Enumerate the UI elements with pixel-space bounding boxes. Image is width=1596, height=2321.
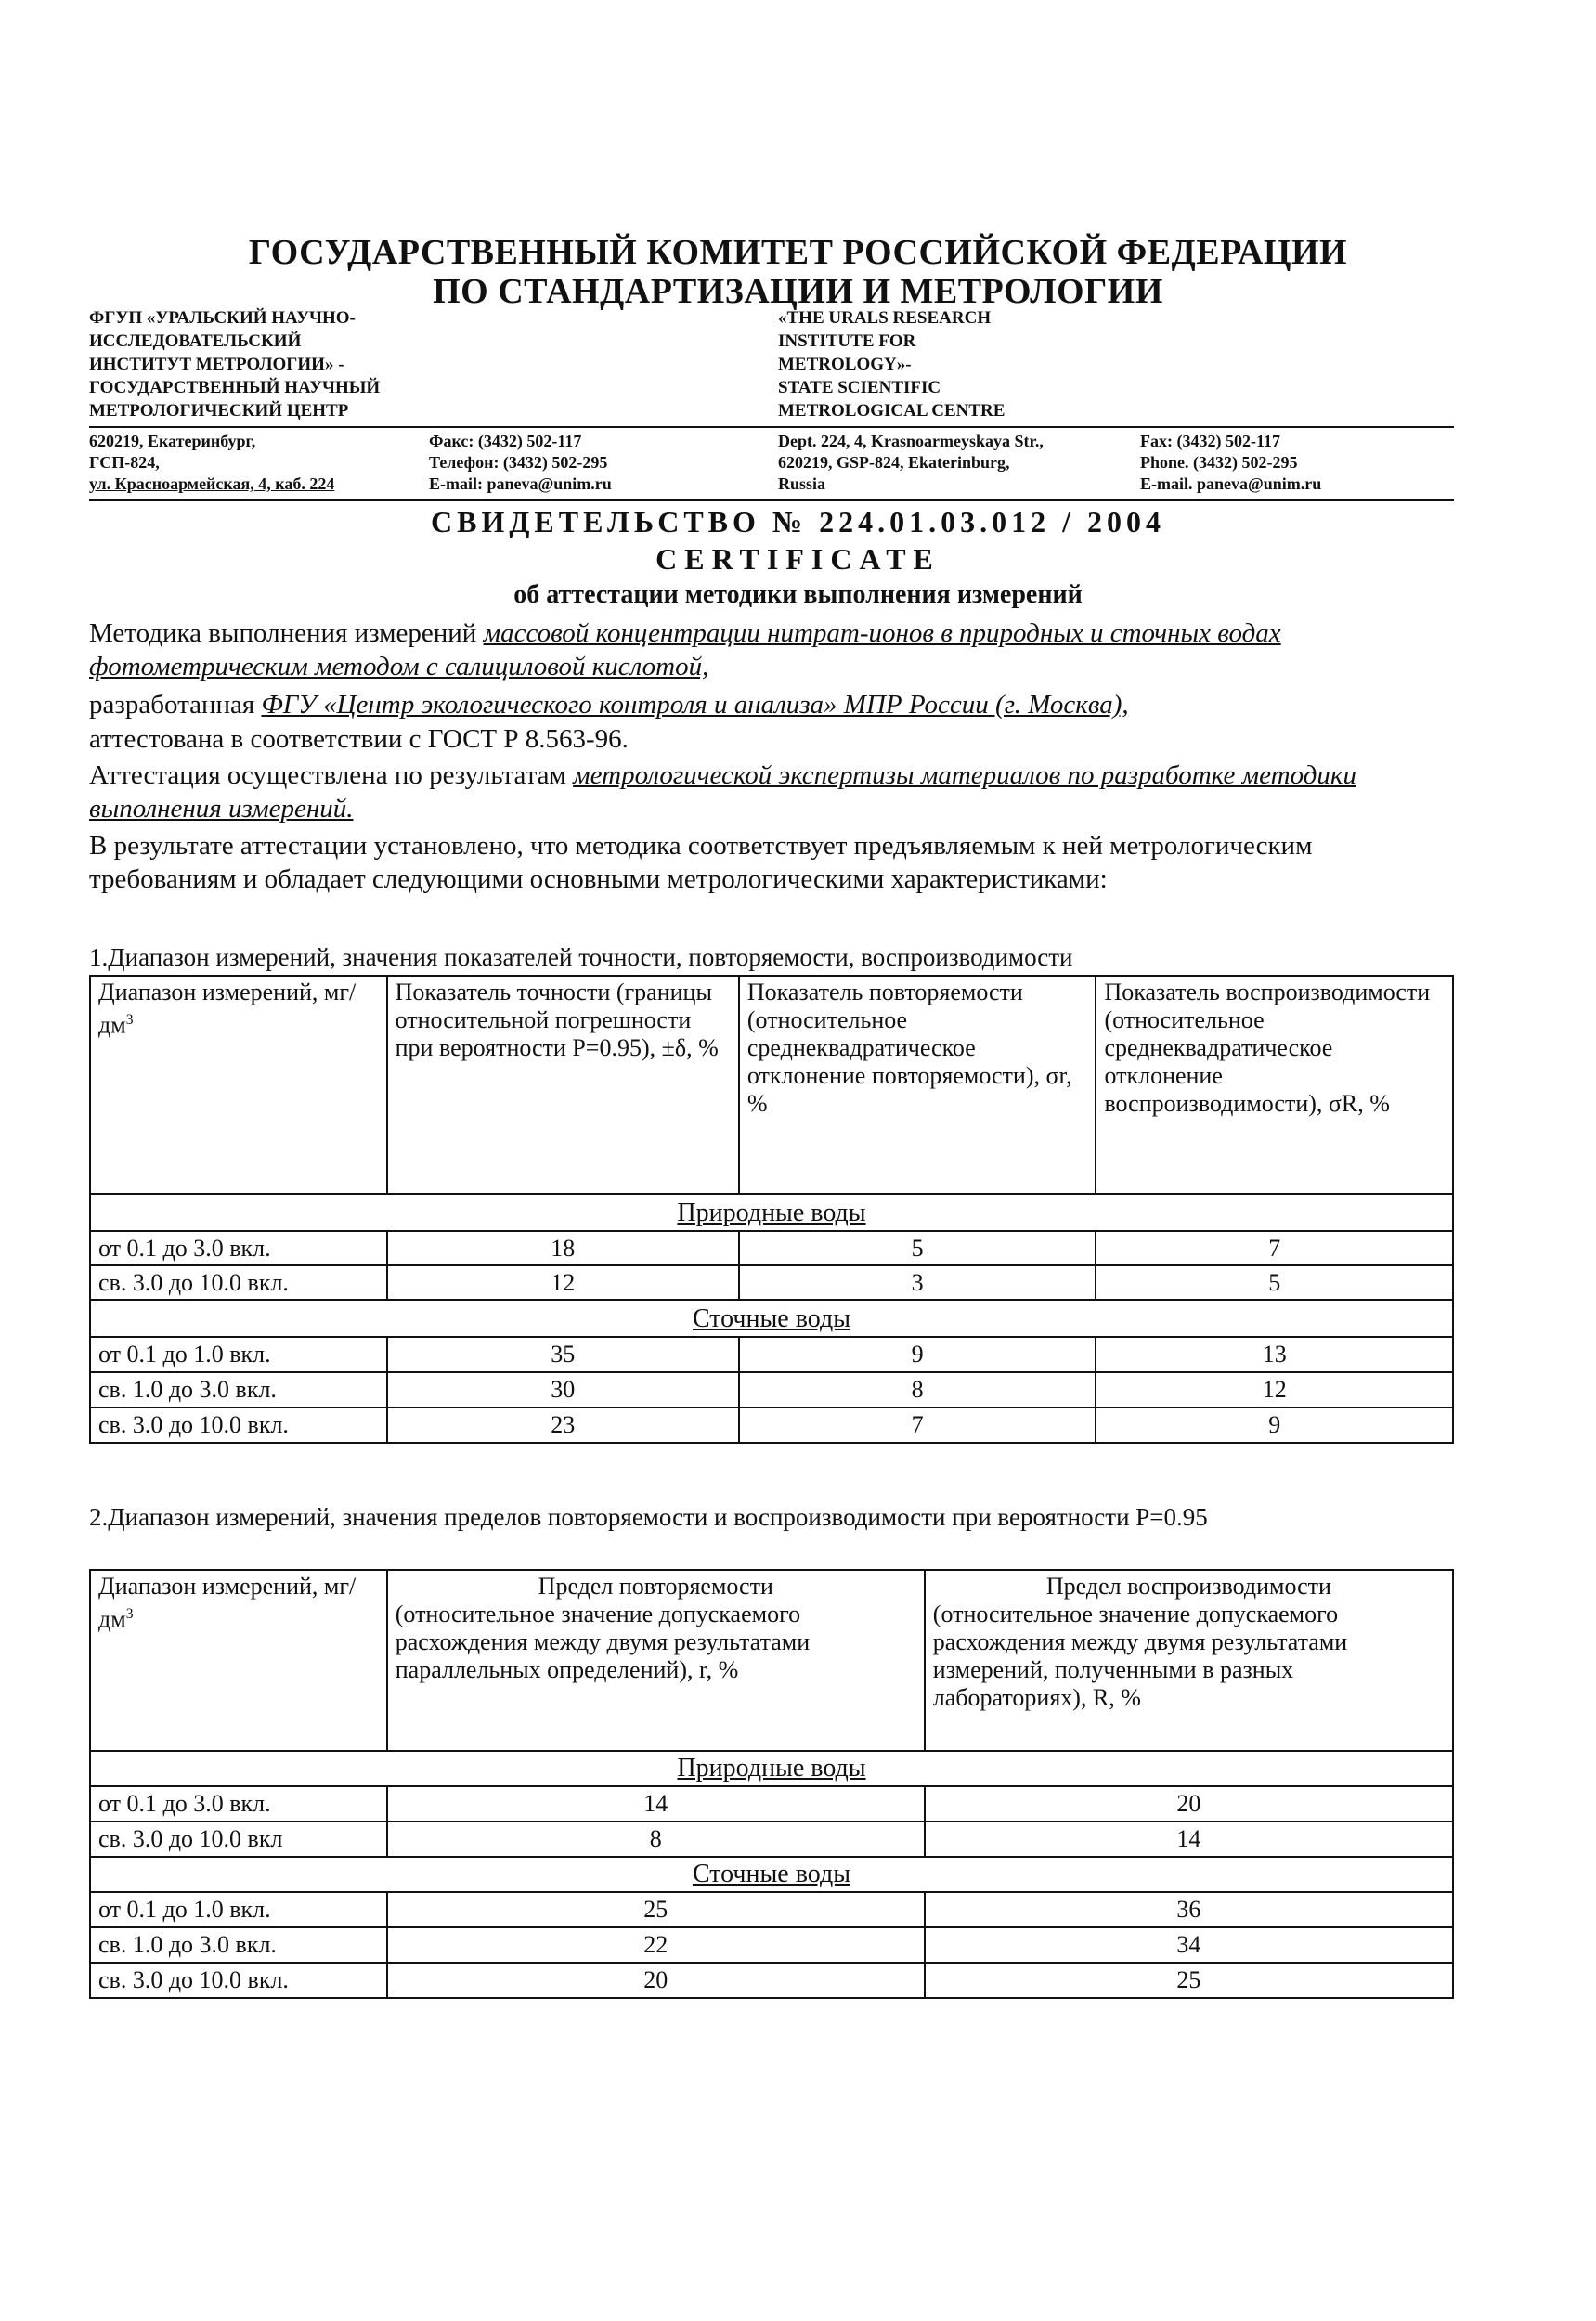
value-cell: 14 [387, 1786, 925, 1822]
group-natural-waters: Природные воды [90, 1751, 1453, 1786]
org-ru-line: ФГУП «УРАЛЬСКИЙ НАУЧНО- [89, 308, 356, 328]
contact-line: Fax: (3432) 502-117 [1140, 432, 1280, 450]
table-row [90, 1407, 1453, 1443]
table-header-row [90, 976, 1453, 1194]
contact-line: 620219, Екатеринбург, [89, 432, 256, 450]
header-repeatability-limit [387, 1570, 925, 1751]
org-en-line: METROLOGY»- [778, 355, 912, 374]
accuracy-table [89, 975, 1454, 1444]
group-waste-waters: Сточные воды [90, 1300, 1453, 1337]
contacts-address-ru [89, 431, 396, 495]
contact-line: ГСП-824, [89, 453, 160, 472]
org-en-line: «THE URALS RESEARCH [778, 308, 992, 328]
committee-subtitle: ПО СТАНДАРТИЗАЦИИ И МЕТРОЛОГИИ [433, 272, 1163, 311]
value-cell: 12 [1096, 1372, 1453, 1407]
value-cell: 8 [739, 1372, 1096, 1407]
table-row [90, 1927, 1453, 1963]
value-cell: 25 [387, 1892, 925, 1927]
value-cell: 22 [387, 1927, 925, 1963]
group-natural-waters: Природные воды [90, 1194, 1453, 1231]
range-cell: св. 3.0 до 10.0 вкл. [90, 1265, 387, 1300]
value-cell: 20 [925, 1786, 1453, 1822]
header-accuracy: Показатель точности (границы относительной погрешности при вероятности Р=0.95), ±δ, % [387, 976, 739, 1194]
group-row [90, 1194, 1453, 1231]
org-name-ru [89, 306, 498, 422]
reproducibility-limit-desc: (относительное значение допускаемого расхождения между двумя результатами измерений, полученными в разных лабораториях), R, % [932, 1601, 1348, 1711]
value-cell: 3 [739, 1265, 1096, 1300]
contact-line: Russia [778, 474, 826, 493]
table-row [90, 1231, 1453, 1265]
contact-line: Телефон: (3432) 502-295 [429, 453, 608, 472]
range-cell: св. 3.0 до 10.0 вкл [90, 1822, 387, 1857]
org-ru-line: ИССЛЕДОВАТЕЛЬСКИЙ [89, 331, 302, 351]
contact-line: E-mail. paneva@unim.ru [1140, 474, 1322, 493]
header-range: Диапазон измерений, $мг/дм^3$ [90, 1570, 387, 1751]
contacts-address-en [778, 431, 1149, 495]
reproducibility-limit-title: Предел воспроизводимости [1045, 1573, 1331, 1600]
basis-label: Аттестация осуществлена по результатам [89, 760, 574, 790]
value-cell: 9 [739, 1337, 1096, 1372]
table-header-row [90, 1570, 1453, 1751]
group-row [90, 1300, 1453, 1337]
repeatability-limit-desc: (относительное значение допускаемого расхождения между двумя результатами параллельных определений), r, % [395, 1601, 811, 1683]
org-ru-line: МЕТРОЛОГИЧЕСКИЙ ЦЕНТР [89, 401, 349, 421]
basis-text: метрологической экспертизы материалов по разработке методики выполнения измерений. [89, 760, 1356, 823]
value-cell: 34 [925, 1927, 1453, 1963]
range-cell: от 0.1 до 3.0 вкл. [90, 1231, 387, 1265]
table-row [90, 1963, 1453, 1998]
range-cell: св. 3.0 до 10.0 вкл. [90, 1407, 387, 1443]
header-reproducibility-limit [925, 1570, 1453, 1751]
range-cell: св. 1.0 до 3.0 вкл. [90, 1927, 387, 1963]
table-row [90, 1822, 1453, 1857]
value-cell: 8 [387, 1822, 925, 1857]
group-row [90, 1751, 1453, 1786]
basis-paragraph [89, 759, 1445, 825]
certificate-subtitle: об аттестации методики выполнения измерений [513, 580, 1083, 609]
contact-line: E-mail: paneva@unim.ru [429, 474, 612, 493]
table-row [90, 1892, 1453, 1927]
header-repeatability: Показатель повторяемости (относительное среднеквадратическое отклонение повторяемости), σr, % [739, 976, 1096, 1194]
table-row [90, 1265, 1453, 1300]
table-row [90, 1337, 1453, 1372]
value-cell: 23 [387, 1407, 739, 1443]
org-en-line: STATE SCIENTIFIC [778, 378, 941, 397]
value-cell: 9 [1096, 1407, 1453, 1443]
range-cell: св. 3.0 до 10.0 вкл. [90, 1963, 387, 1998]
value-cell: 18 [387, 1231, 739, 1265]
value-cell: 12 [387, 1265, 739, 1300]
group-row [90, 1857, 1453, 1892]
value-cell: 7 [739, 1407, 1096, 1443]
value-cell: 25 [925, 1963, 1453, 1998]
value-cell: 14 [925, 1822, 1453, 1857]
contacts-phone-en [1140, 431, 1447, 495]
result-paragraph: В результате аттестации установлено, что методика соответствует предъявляемым к ней метрологическим требованиям и обладает следующими основными метрологическими характеристиками: [89, 831, 1313, 894]
range-cell: от 0.1 до 1.0 вкл. [90, 1337, 387, 1372]
value-cell: 5 [1096, 1265, 1453, 1300]
contact-line: Факс: (3432) 502-117 [429, 432, 582, 450]
contacts-divider [89, 499, 1454, 501]
standard-paragraph: аттестована в соответствии с ГОСТ Р 8.563-96. [89, 724, 629, 754]
value-cell: 30 [387, 1372, 739, 1407]
header-range: Диапазон измерений, $мг/дм^3$ [90, 976, 387, 1194]
method-label: Методика выполнения измерений [89, 618, 484, 648]
value-cell: 36 [925, 1892, 1453, 1927]
certificate-title-en: CERTIFICATE [655, 542, 941, 576]
certificate-title-ru: СВИДЕТЕЛЬСТВО № 224.01.03.012 / 2004 [431, 505, 1165, 538]
method-paragraph [89, 616, 1445, 683]
contact-line: Dept. 224, 4, Krasnoarmeyskaya Str., [778, 432, 1044, 450]
contact-line: 620219, GSP-824, Ekaterinburg, [778, 453, 1010, 472]
contacts-phone-ru [429, 431, 735, 495]
group-waste-waters: Сточные воды [90, 1857, 1453, 1892]
value-cell: 7 [1096, 1231, 1453, 1265]
developer-paragraph [89, 688, 1445, 721]
table1-caption: 1.Диапазон измерений, значения показателей точности, повторяемости, воспроизводимости [89, 943, 1073, 971]
table2-caption: 2.Диапазон измерений, значения пределов повторяемости и воспроизводимости при вероятности Р=0.95 [89, 1503, 1208, 1531]
org-en-line: METROLOGICAL CENTRE [778, 401, 1006, 421]
developer-name: ФГУ «Центр экологического контроля и анализа» МПР России (г. Москва), [261, 690, 1129, 720]
org-ru-line: ГОСУДАРСТВЕННЫЙ НАУЧНЫЙ [89, 378, 381, 397]
org-en-line: INSTITUTE FOR [778, 331, 916, 351]
contact-line: ул. Красноармейская, 4, каб. 224 [89, 474, 335, 493]
value-cell: 5 [739, 1231, 1096, 1265]
org-name-en [778, 306, 1242, 422]
header-reproducibility: Показатель воспроизводимости (относительное среднеквадратическое отклонение воспроизводимости), σR, % [1096, 976, 1453, 1194]
value-cell: 20 [387, 1963, 925, 1998]
table-row [90, 1786, 1453, 1822]
range-cell: от 0.1 до 1.0 вкл. [90, 1892, 387, 1927]
value-cell: 13 [1096, 1337, 1453, 1372]
table-row [90, 1372, 1453, 1407]
developer-label: разработанная [89, 690, 262, 720]
value-cell: 35 [387, 1337, 739, 1372]
committee-title: ГОСУДАРСТВЕННЫЙ КОМИТЕТ РОССИЙСКОЙ ФЕДЕРАЦИИ [248, 233, 1348, 272]
method-name: массовой концентрации нитрат-ионов в природных и сточных водах фотометрическим методом с салициловой кислотой, [89, 618, 1281, 681]
header-divider [89, 426, 1454, 428]
range-cell: св. 1.0 до 3.0 вкл. [90, 1372, 387, 1407]
limits-table [89, 1569, 1454, 1999]
contact-line: Phone. (3432) 502-295 [1140, 453, 1298, 472]
org-ru-line: ИНСТИТУТ МЕТРОЛОГИИ» - [89, 355, 344, 374]
range-cell: от 0.1 до 3.0 вкл. [90, 1786, 387, 1822]
repeatability-limit-title: Предел повторяемости [538, 1573, 773, 1600]
